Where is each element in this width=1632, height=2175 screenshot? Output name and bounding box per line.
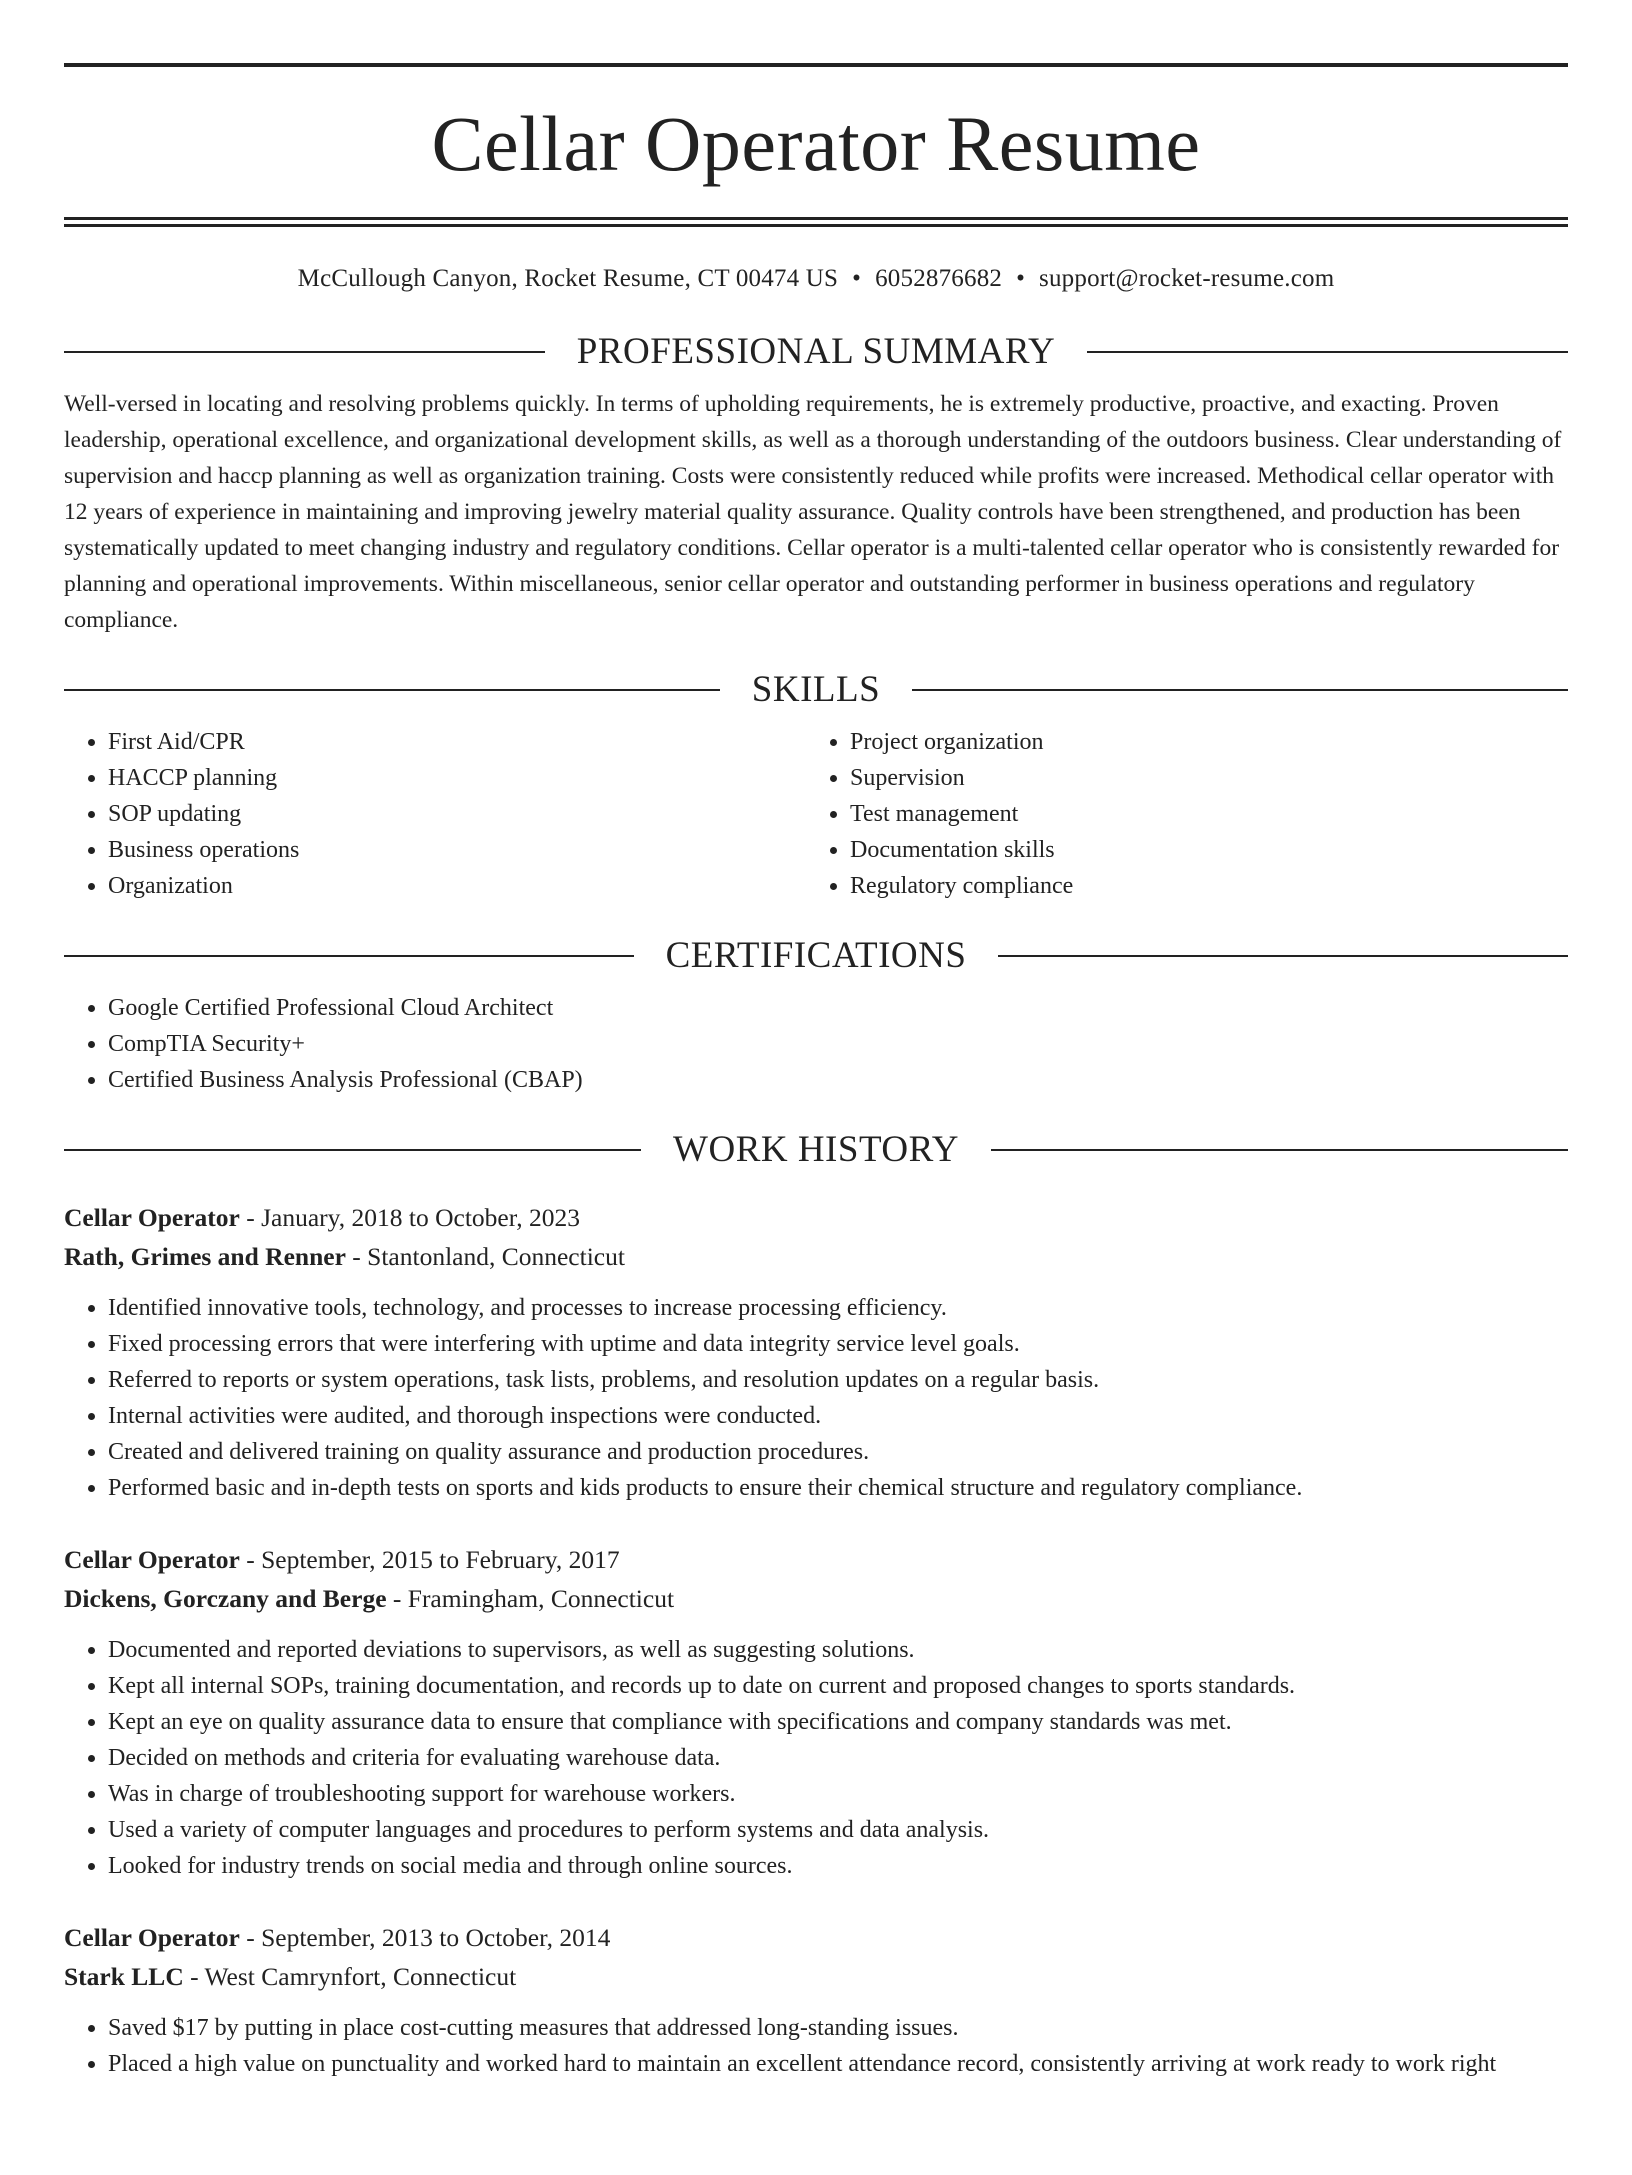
top-divider: [64, 63, 1568, 67]
skill-item: • Documentation skills: [850, 832, 1548, 868]
work-history-section-header: [64, 1128, 1568, 1172]
certifications-list: [64, 990, 1568, 1098]
job-duty: • Internal activities were audited, and thorough inspections were conducted.: [108, 1398, 1568, 1434]
job-entry: [64, 1198, 1568, 1506]
job-dates: - September, 2015 to February, 2017: [239, 1545, 620, 1574]
skill-item: • Test management: [850, 796, 1548, 832]
job-title-line: [64, 1540, 1568, 1579]
resume-page: [0, 63, 1632, 2175]
job-location: - Framingham, Connecticut: [386, 1584, 675, 1613]
job-duty: • Created and delivered training on quality assurance and production procedures.: [108, 1434, 1568, 1470]
job-duties: [64, 2010, 1568, 2082]
job-duty: • Looked for industry trends on social media and through online sources.: [108, 1848, 1568, 1884]
job-company-line: [64, 1957, 1568, 1996]
job-title: Cellar Operator: [64, 1203, 240, 1232]
skills-column-left: [64, 724, 806, 904]
section-rule-right: [912, 689, 1568, 691]
skill-item: • Business operations: [108, 832, 806, 868]
job-duty: • Fixed processing errors that were interfering with uptime and data integrity service level goals.: [108, 1326, 1568, 1362]
summary-text: Well-versed in locating and resolving problems quickly. In terms of upholding requirements, he is extremely productive, proactive, and exacting. Proven leadership, operational excellence, and organizational development skills, as well as a thorough understanding of the outdoors business. Clear understanding of supervision and haccp planning as well as organization training. Costs were consistently reduced while profits were increased. Methodical cellar operator with 12 years of experience in maintaining and improving jewelry material quality assurance. Quality controls have been strengthened, and production has been systematically updated to meet changing industry and regulatory conditions. Cellar operator is a multi-talented cellar operator who is consistently rewarded for planning and operational improvements. Within miscellaneous, senior cellar operator and outstanding performer in business operations and regulatory compliance.: [64, 391, 1562, 633]
section-rule-left: [64, 1149, 641, 1151]
job-company: Dickens, Gorczany and Berge: [64, 1584, 387, 1613]
skill-item: • SOP updating: [108, 796, 806, 832]
job-duty: • Kept an eye on quality assurance data to ensure that compliance with specifications and company standards was met.: [108, 1704, 1568, 1740]
certifications-section-header: [64, 934, 1568, 978]
contact-separator: •: [1016, 265, 1026, 292]
job-company: Stark LLC: [64, 1962, 184, 1991]
contact-separator: •: [852, 265, 862, 292]
skill-item: • Organization: [108, 868, 806, 904]
section-rule-right: [1087, 351, 1568, 353]
contact-line: [64, 263, 1568, 295]
job-entry: [64, 1540, 1568, 1884]
contact-phone: 6052876682: [875, 265, 1003, 292]
summary-heading: PROFESSIONAL SUMMARY: [576, 331, 1056, 372]
section-rule-right: [991, 1149, 1568, 1151]
skill-item: • Project organization: [850, 724, 1548, 760]
job-duty: • Decided on methods and criteria for evaluating warehouse data.: [108, 1740, 1568, 1776]
job-duty: • Used a variety of computer languages and procedures to perform systems and data analysis.: [108, 1812, 1568, 1848]
job-duty: • Saved $17 by putting in place cost-cutting measures that addressed long-standing issues.: [108, 2010, 1568, 2046]
skills-heading: SKILLS: [751, 669, 881, 710]
certifications-heading: CERTIFICATIONS: [665, 935, 967, 976]
summary-section-header: [64, 330, 1568, 374]
certification-item: • Certified Business Analysis Professional (CBAP): [108, 1062, 1568, 1098]
job-duties: [64, 1290, 1568, 1506]
job-dates: - September, 2013 to October, 2014: [239, 1923, 611, 1952]
contact-email: support@rocket-resume.com: [1039, 265, 1335, 292]
work-history-heading: WORK HISTORY: [673, 1129, 959, 1170]
resume-title: Cellar Operator Resume: [431, 100, 1201, 187]
job-duty: • Performed basic and in-depth tests on sports and kids products to ensure their chemical structure and regulatory compliance.: [108, 1470, 1568, 1506]
section-rule-right: [998, 955, 1568, 957]
section-rule-left: [64, 351, 545, 353]
job-duties: [64, 1632, 1568, 1884]
job-duty: • Documented and reported deviations to supervisors, as well as suggesting solutions.: [108, 1632, 1568, 1668]
job-duty: • Referred to reports or system operations, task lists, problems, and resolution updates on a regular basis.: [108, 1362, 1568, 1398]
job-dates: - January, 2018 to October, 2023: [239, 1203, 580, 1232]
title-double-divider: [64, 217, 1568, 227]
skills-section-header: [64, 668, 1568, 712]
job-title-line: [64, 1918, 1568, 1957]
section-rule-left: [64, 955, 634, 957]
certification-item: • CompTIA Security+: [108, 1026, 1568, 1062]
skills-list: [64, 724, 1568, 904]
section-rule-left: [64, 689, 720, 691]
job-location: - Stantonland, Connecticut: [345, 1242, 625, 1271]
skill-item: • First Aid/CPR: [108, 724, 806, 760]
job-entry: [64, 1918, 1568, 2082]
job-duty: • Placed a high value on punctuality and worked hard to maintain an excellent attendance record, consistently arriving at work ready to work right: [108, 2046, 1568, 2082]
contact-address: McCullough Canyon, Rocket Resume, CT 00474 US: [297, 265, 839, 292]
job-duty: • Was in charge of troubleshooting support for warehouse workers.: [108, 1776, 1568, 1812]
job-company-line: [64, 1237, 1568, 1276]
job-location: - West Camrynfort, Connecticut: [183, 1962, 517, 1991]
job-company: Rath, Grimes and Renner: [64, 1242, 346, 1271]
job-title-line: [64, 1198, 1568, 1237]
skill-item: • HACCP planning: [108, 760, 806, 796]
job-company-line: [64, 1579, 1568, 1618]
job-duty: • Identified innovative tools, technology, and processes to increase processing efficiency.: [108, 1290, 1568, 1326]
job-title: Cellar Operator: [64, 1545, 240, 1574]
skill-item: • Supervision: [850, 760, 1548, 796]
certification-item: • Google Certified Professional Cloud Architect: [108, 990, 1568, 1026]
skill-item: • Regulatory compliance: [850, 868, 1548, 904]
skills-column-right: [806, 724, 1548, 904]
job-title: Cellar Operator: [64, 1923, 240, 1952]
job-duty: • Kept all internal SOPs, training documentation, and records up to date on current and proposed changes to sports standards.: [108, 1668, 1568, 1704]
